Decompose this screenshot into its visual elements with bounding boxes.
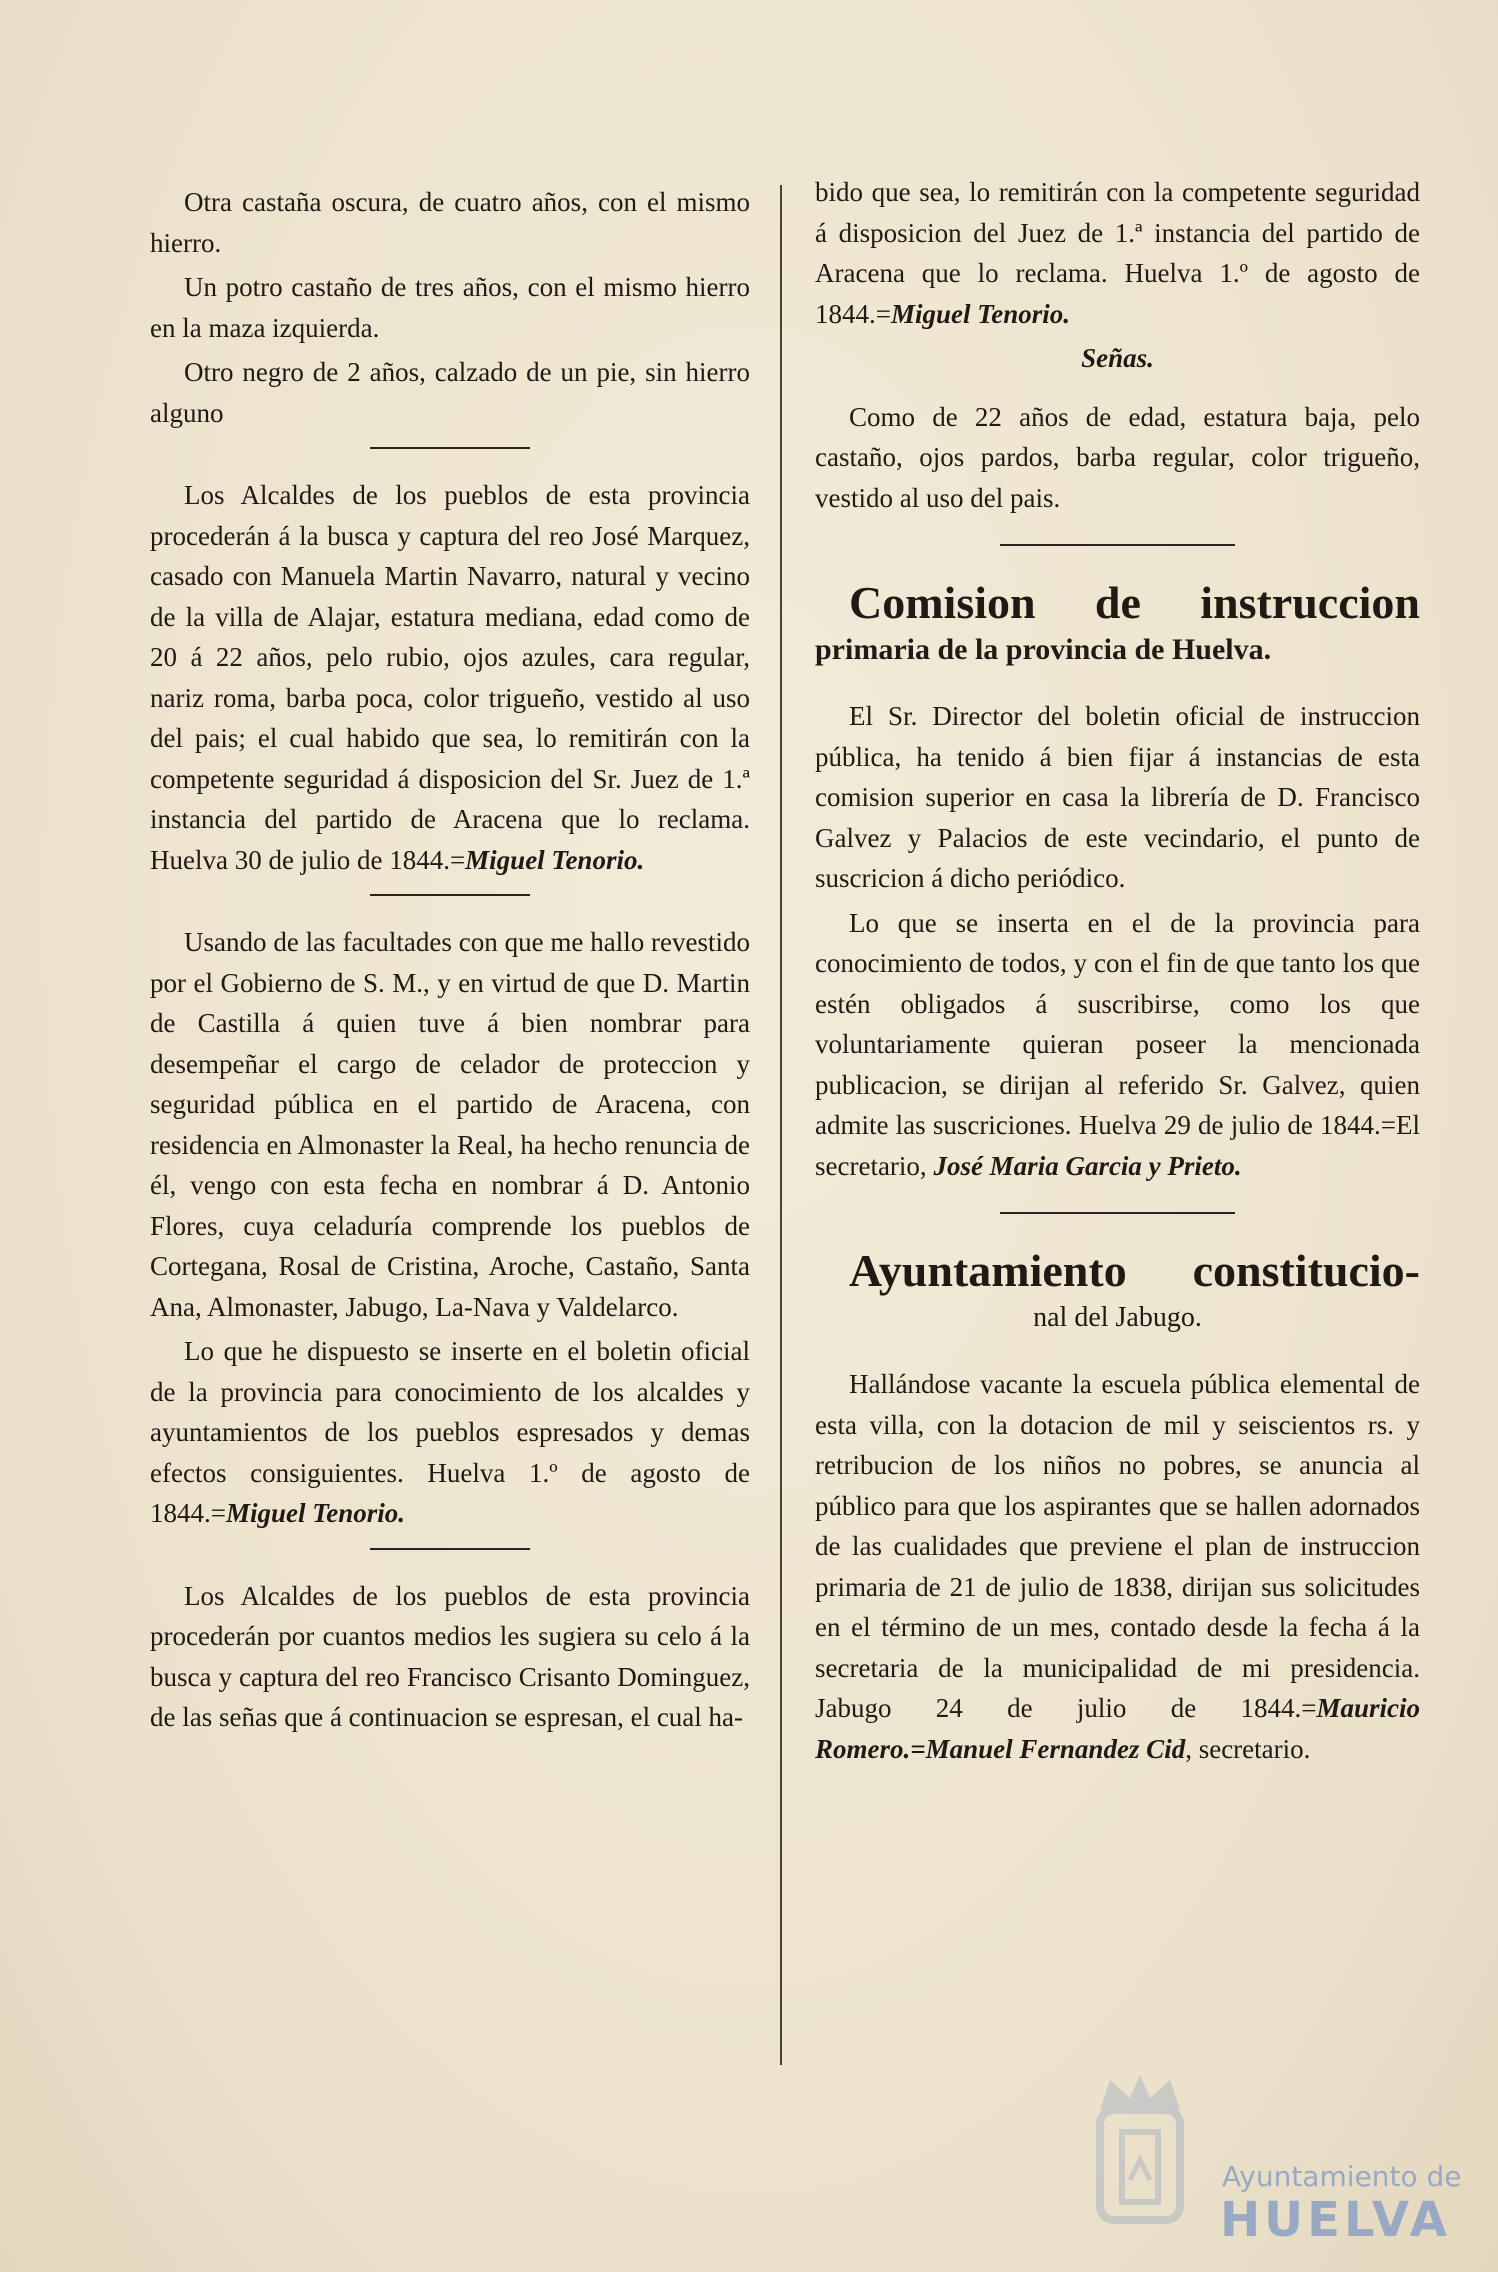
- section-2-paragraph: [815, 1364, 1420, 1769]
- section-divider: [1000, 1212, 1235, 1214]
- notice-2-signature: Miguel Tenorio.: [225, 1498, 406, 1528]
- notice-1: [150, 475, 750, 880]
- notice-1-signature: Miguel Tenorio.: [465, 844, 645, 875]
- section-divider: [370, 1548, 530, 1550]
- watermark-line-1: Ayuntamiento de: [1222, 2160, 1462, 2193]
- section-2-signature: Mauricio Romero.=Manuel Fernandez Cid: [815, 1693, 1420, 1764]
- notice-1-text: Los Alcaldes de los pueblos de esta provincia procederán á la busca y captura del reo José Marquez, casado con Manuela Martin Navarro, natural y vecino de la villa de Alajar, estatura mediana, edad como de 20 á 22 años, pelo rubio, ojos azules, cara regular, nariz roma, barba poca, color trigueño, vestido al uso del pais; el cual habido que sea, lo remitirán con la competente seguridad á disposicion del Sr. Juez de 1.ª instancia del partido de Aracena que lo reclama. Huelva 30 de julio de 1844.=: [150, 480, 750, 875]
- notice-2-paragraph-1: Usando de las facultades con que me hallo revestido por el Gobierno de S. M., y en virtud de que D. Martin de Castilla á quien tuve á bien nombrar para desempeñar el cargo de celador de proteccion y seguridad pública en el partido de Aracena, con residencia en Almonaster la Real, ha hecho renuncia de él, vengo con esta fecha en nombrar á D. Antonio Flores, cuya celaduría comprende los pueblos de Cortegana, Rosal de Cristina, Aroche, Castaño, Santa Ana, Almonaster, Jabugo, La-Nava y Valdelarco.: [150, 927, 750, 1322]
- notice-3: Los Alcaldes de los pueblos de esta provincia procederán por cuantos medios les sugiera su celo á la busca y captura del reo Francisco Crisanto Dominguez, de las señas que á continuacion se espresan, el cual ha-: [150, 1580, 750, 1732]
- section-divider: [370, 447, 530, 449]
- intro-paragraph-3: Otro negro de 2 años, calzado de un pie, sin hierro alguno: [150, 357, 750, 428]
- continuation-paragraph: [815, 172, 1420, 334]
- intro-paragraph-2: Un potro castaño de tres años, con el mismo hierro en la maza izquierda.: [150, 272, 750, 343]
- section-2-title: Ayuntamiento constitucio-: [849, 1245, 1420, 1296]
- senas-text: Como de 22 años de edad, estatura baja, pelo castaño, ojos pardos, barba regular, color trigueño, vestido al uso del pais.: [815, 401, 1420, 513]
- notice-2-paragraph-2: [150, 1331, 750, 1534]
- senas-heading: Señas.: [1081, 343, 1154, 373]
- section-divider: [370, 894, 530, 896]
- section-2-subtitle: nal del Jabugo.: [1033, 1302, 1202, 1333]
- section-1-title: Comision de instruccion: [849, 577, 1420, 628]
- right-column: [815, 172, 1420, 1773]
- watermark-line-2: HUELVA: [1220, 2192, 1451, 2248]
- left-column: [150, 182, 750, 1742]
- continuation-signature: Miguel Tenorio.: [890, 298, 1071, 329]
- section-divider: [1000, 544, 1235, 546]
- section-1-subtitle: primaria de la provincia de Huelva.: [815, 633, 1272, 666]
- section-2-text: Hallándose vacante la escuela pública elemental de esta villa, con la dotacion de mil y seiscientos rs. y retribucion de los niños no pobres, se anuncia al público para que los aspirantes que se hallen adornados de las cualidades que previene el plan de instruccion primaria de 21 de julio de 1838, dirijan sus solicitudes en el término de un mes, contado desde la fecha á la secretaria de la municipalidad de mi presidencia. Jabugo 24 de julio de 1844.=: [815, 1369, 1420, 1723]
- section-1-signature: José Maria Garcia y Prieto.: [933, 1150, 1242, 1181]
- continuation-text: bido que sea, lo remitirán con la competente seguridad á disposicion del Juez de 1.ª instancia del partido de Aracena que lo reclama. Huelva 1.º de agosto de 1844.=: [815, 177, 1420, 329]
- section-1-paragraph-2: [815, 903, 1420, 1187]
- notice-2-text: Lo que he dispuesto se inserte en el boletin oficial de la provincia para conocimiento de los alcaldes y ayuntamientos de los pueblos espresados y demas efectos consiguientes. Huelva 1.º de agosto de 1844.=: [150, 1336, 750, 1528]
- section-1-paragraph-1: El Sr. Director del boletin oficial de instruccion pública, ha tenido á bien fijar á instancias de esta comision superior en casa la librería de D. Francisco Galvez y Palacios de este vecindario, el punto de suscricion á dicho periódico.: [815, 701, 1420, 893]
- section-1-text: Lo que se inserta en el de la provincia para conocimiento de todos, y con el fin de que tanto los que estén obligados á suscribirse, como los que voluntariamente quieran poseer la mencionada publicacion, se dirijan al referido Sr. Galvez, quien admite las suscriciones. Huelva 29 de julio de 1844.=El secretario,: [815, 907, 1420, 1181]
- section-2-tail: , secretario.: [1185, 1733, 1311, 1764]
- intro-paragraph-1: Otra castaña oscura, de cuatro años, con el mismo hierro.: [150, 187, 750, 258]
- column-divider: [780, 185, 782, 2065]
- city-crest-icon: [1080, 2070, 1200, 2230]
